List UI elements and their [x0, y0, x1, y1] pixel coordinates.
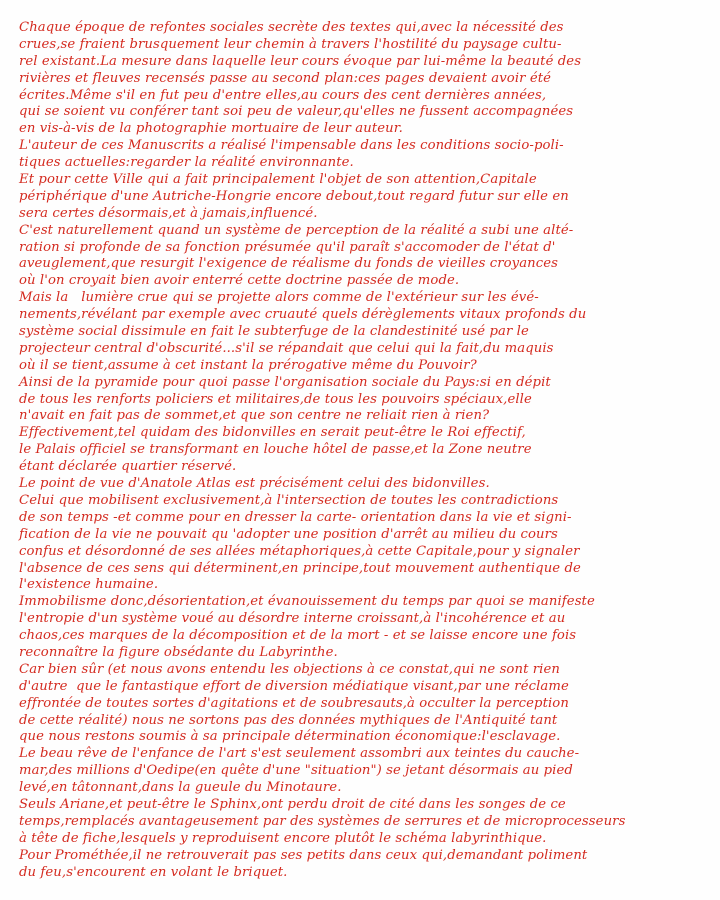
text-line: confus et désordonné de ses allées métaphoriques,à cette Capitale,pour y signaler [19, 543, 580, 559]
text-line: rel existant.La mesure dans laquelle leur cours évoque par lui-même la beauté des [19, 53, 582, 69]
text-line: tiques actuelles:regarder la réalité environnante. [19, 155, 354, 171]
text-line: levé,en tâtonnant,dans la gueule du Minotaure. [19, 780, 342, 796]
text-line: mar,des millions d'Oedipe(en quête d'une "situation") se jetant désormais au pied [19, 763, 573, 779]
text-line: reconnaître la figure obsédante du Labyrinthe. [19, 644, 338, 660]
text-line: périphérique d'une Autriche-Hongrie encore debout,tout regard futur sur elle en [19, 188, 569, 204]
text-line: chaos,ces marques de la décomposition et de la mort - et se laisse encore une fois [19, 628, 577, 644]
text-line: Chaque époque de refontes sociales secrète des textes qui,avec la nécessité des [19, 20, 564, 35]
text-line: de tous les renforts policiers et militaires,de tous les pouvoirs spéciaux,elle [19, 391, 532, 407]
text-line: que nous restons soumis à sa principale détermination économique:l'esclavage. [19, 729, 561, 745]
text-line: Pour Prométhée,il ne retrouverait pas ses petits dans ceux qui,demandant poliment [19, 847, 588, 863]
text-line: ration si profonde de sa fonction présumée qu'il paraît s'accomoder de l'état d' [19, 239, 556, 255]
text-line: l'entropie d'un système voué au désordre interne croissant,à l'incohérence et au [19, 611, 566, 627]
text-line: Immobilisme donc,désorientation,et évanouissement du temps par quoi se manifeste [19, 594, 595, 610]
text-line: à tête de fiche,lesquels y reproduisent encore plutôt le schéma labyrinthique. [19, 830, 547, 846]
text-line: étant déclarée quartier réservé. [19, 459, 237, 475]
text-line: effrontée de toutes sortes d'agitations et de soubresauts,à occulter la perception [19, 695, 569, 711]
text-line: l'existence humaine. [19, 577, 159, 593]
text-line: en vis-à-vis de la photographie mortuaire de leur auteur. [19, 121, 403, 137]
text-line: le Palais officiel se transformant en louche hôtel de passe,et la Zone neutre [19, 442, 532, 458]
text-line: C'est naturellement quand un système de perception de la réalité a subi une alté- [19, 222, 574, 238]
text-line: d'autre que le fantastique effort de diversion médiatique visant,par une réclame [19, 678, 569, 694]
text-line: Effectivement,tel quidam des bidonvilles en serait peut-être le Roi effectif, [19, 425, 526, 441]
text-line: Seuls Ariane,et peut-être le Sphinx,ont perdu droit de cité dans les songes de ce [19, 796, 566, 812]
text-line: de cette réalité) nous ne sortons pas des données mythiques de l'Antiquité tant [19, 712, 558, 728]
text-line: L'auteur de ces Manuscrits a réalisé l'impensable dans les conditions socio-poli- [19, 138, 564, 154]
text-line: nements,révélant par exemple avec cruauté quels dérèglements vitaux profonds du [19, 307, 587, 323]
text-line: où l'on croyait bien avoir enterré cette doctrine passée de mode. [19, 273, 460, 289]
text-line: Le point de vue d'Anatole Atlas est précisément celui des bidonvilles. [19, 476, 490, 492]
text-line: Et pour cette Ville qui a fait principalement l'objet de son attention,Capitale [19, 172, 537, 188]
text-line: n'avait en fait pas de sommet,et que son centre ne reliait rien à rien? [19, 408, 490, 424]
text-line: système social dissimule en fait le subterfuge de la clandestinité usé par le [19, 324, 529, 340]
text-line: Celui que mobilisent exclusivement,à l'intersection de toutes les contradictions [19, 492, 559, 508]
text-line: l'absence de ces sens qui déterminent,en principe,tout mouvement authentique de [19, 560, 581, 576]
text-line: où il se tient,assume à cet instant la prérogative même du Pouvoir? [19, 357, 477, 373]
text-line: fication de la vie ne pouvait qu 'adopter une position d'arrêt au milieu du cours [19, 526, 558, 542]
text-line: sera certes désormais,et à jamais,influencé. [19, 205, 318, 221]
handwritten-text [19, 20, 709, 881]
text-line: Mais la lumière crue qui se projette alors comme de l'extérieur sur les évé- [19, 290, 539, 306]
text-line: projecteur central d'obscurité...s'il se répandait que celui qui la fait,du maquis [19, 340, 554, 356]
text-line: temps,remplacés avantageusement par des systèmes de serrures et de microprocesseurs [19, 813, 626, 829]
text-line: de son temps -et comme pour en dresser la carte- orientation dans la vie et signi- [19, 509, 572, 525]
text-line: aveuglement,que resurgit l'exigence de réalisme du fonds de vieilles croyances [19, 256, 559, 272]
text-line: rivières et fleuves recensés passe au second plan:ces pages devaient avoir été [19, 70, 552, 86]
text-line: qui se soient vu conférer tant soi peu de valeur,qu'elles ne fussent accompagnées [19, 104, 574, 120]
text-line: Le beau rêve de l'enfance de l'art s'est seulement assombri aux teintes du cauche- [19, 746, 580, 762]
text-line: Car bien sûr (et nous avons entendu les objections à ce constat,qui ne sont rien [19, 661, 560, 677]
text-line: crues,se fraient brusquement leur chemin à travers l'hostilité du paysage cultu- [19, 36, 562, 52]
text-line: Ainsi de la pyramide pour quoi passe l'organisation sociale du Pays:si en dépit [19, 374, 551, 390]
text-line: du feu,s'encourent en volant le briquet. [19, 864, 288, 880]
text-line: écrites.Même s'il en fut peu d'entre elles,au cours des cent dernières années, [19, 87, 547, 103]
